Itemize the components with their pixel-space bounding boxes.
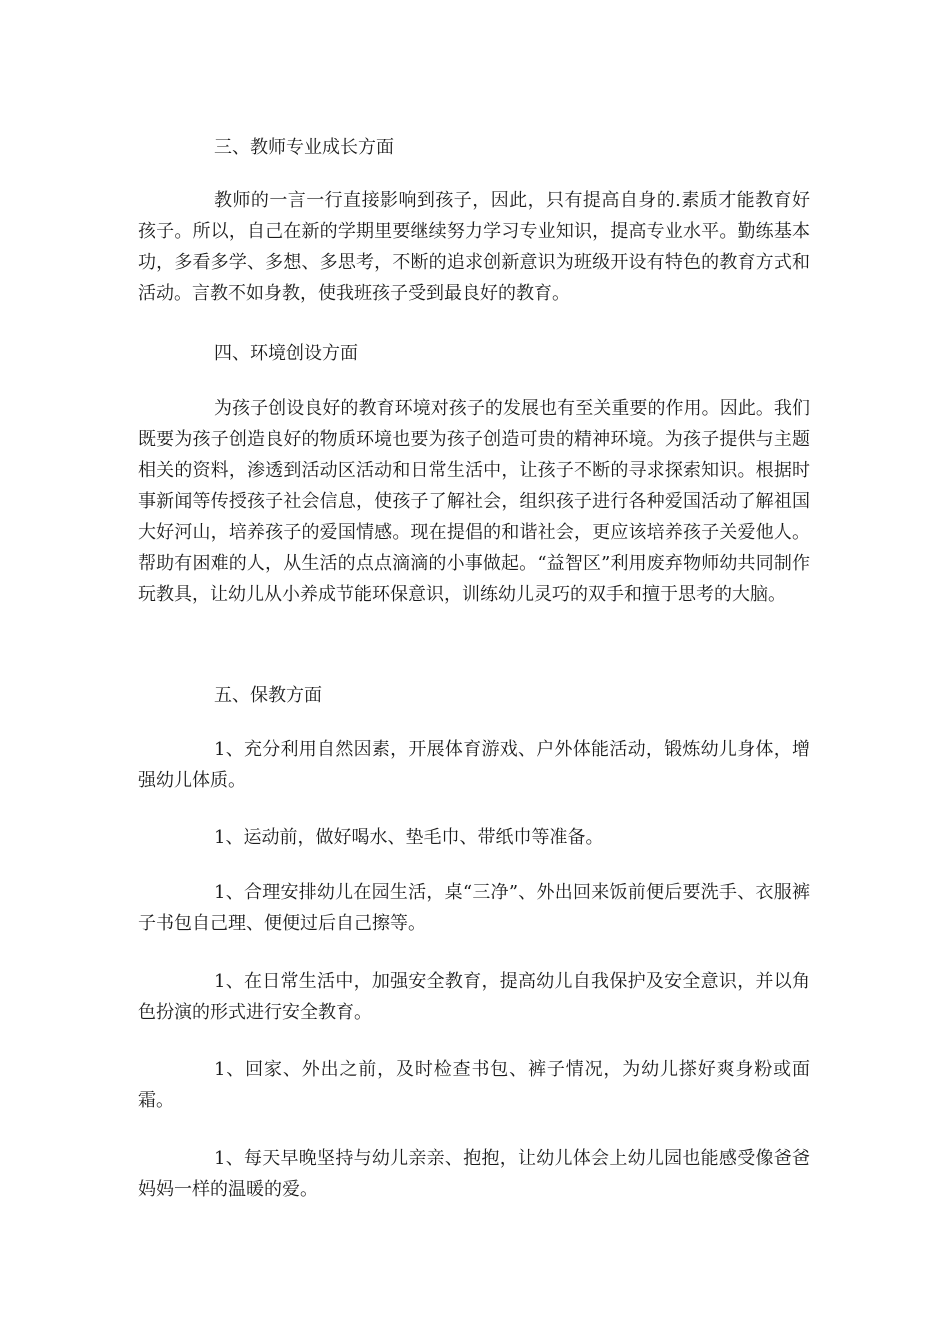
paragraph-care-item-3: 1、合理安排幼儿在园生活，桌“三净”、外出回来饭前便后要洗手、衣服裤子书包自己理、便便过后自己擦等。: [138, 882, 810, 934]
section-heading-environment: 四、环境创设方面: [214, 343, 358, 364]
section-heading-care-education: 五、保教方面: [214, 685, 322, 706]
paragraph-care-item-2: 1、运动前，做好喝水、垫毛巾、带纸巾等准备。: [214, 827, 604, 848]
section-heading-teacher-growth: 三、教师专业成长方面: [214, 137, 394, 158]
paragraph-care-item-1: 1、充分利用自然因素，开展体育游戏、户外体能活动，锻炼幼儿身体，增强幼儿体质。: [138, 739, 810, 791]
paragraph-environment: 为孩子创设良好的教育环境对孩子的发展也有至关重要的作用。因此。我们既要为孩子创造良好的物质环境也要为孩子创造可贵的精神环境。为孩子提供与主题相关的资料，渗透到活动区活动和日常生活中，让孩子不断的寻求探索知识。根据时事新闻等传授孩子社会信息，使孩子了解社会，组织孩子进行各种爱国活动了解祖国大好河山，培养孩子的爱国情感。现在提倡的和谐社会，更应该培养孩子关爱他人。帮助有困难的人，从生活的点点滴滴的小事做起。“益智区”利用废弃物师幼共同制作玩教具，让幼儿从小养成节能环保意识，训练幼儿灵巧的双手和擅于思考的大脑。: [138, 398, 810, 605]
paragraph-teacher-growth: 教师的一言一行直接影响到孩子，因此，只有提高自身的.素质才能教育好孩子。所以，自己在新的学期里要继续努力学习专业知识，提高专业水平。勤练基本功，多看多学、多想、多思考，不断的追求创新意识为班级开设有特色的教育方式和活动。言教不如身教，使我班孩子受到最良好的教育。: [138, 190, 810, 304]
paragraph-care-item-6: 1、每天早晚坚持与幼儿亲亲、抱抱，让幼儿体会上幼儿园也能感受像爸爸妈妈一样的温暖的爱。: [138, 1148, 810, 1200]
paragraph-care-item-4: 1、在日常生活中，加强安全教育，提高幼儿自我保护及安全意识，并以角色扮演的形式进行安全教育。: [138, 971, 810, 1023]
paragraph-care-item-5: 1、回家、外出之前，及时检查书包、裤子情况，为幼儿搽好爽身粉或面霜。: [138, 1059, 810, 1111]
